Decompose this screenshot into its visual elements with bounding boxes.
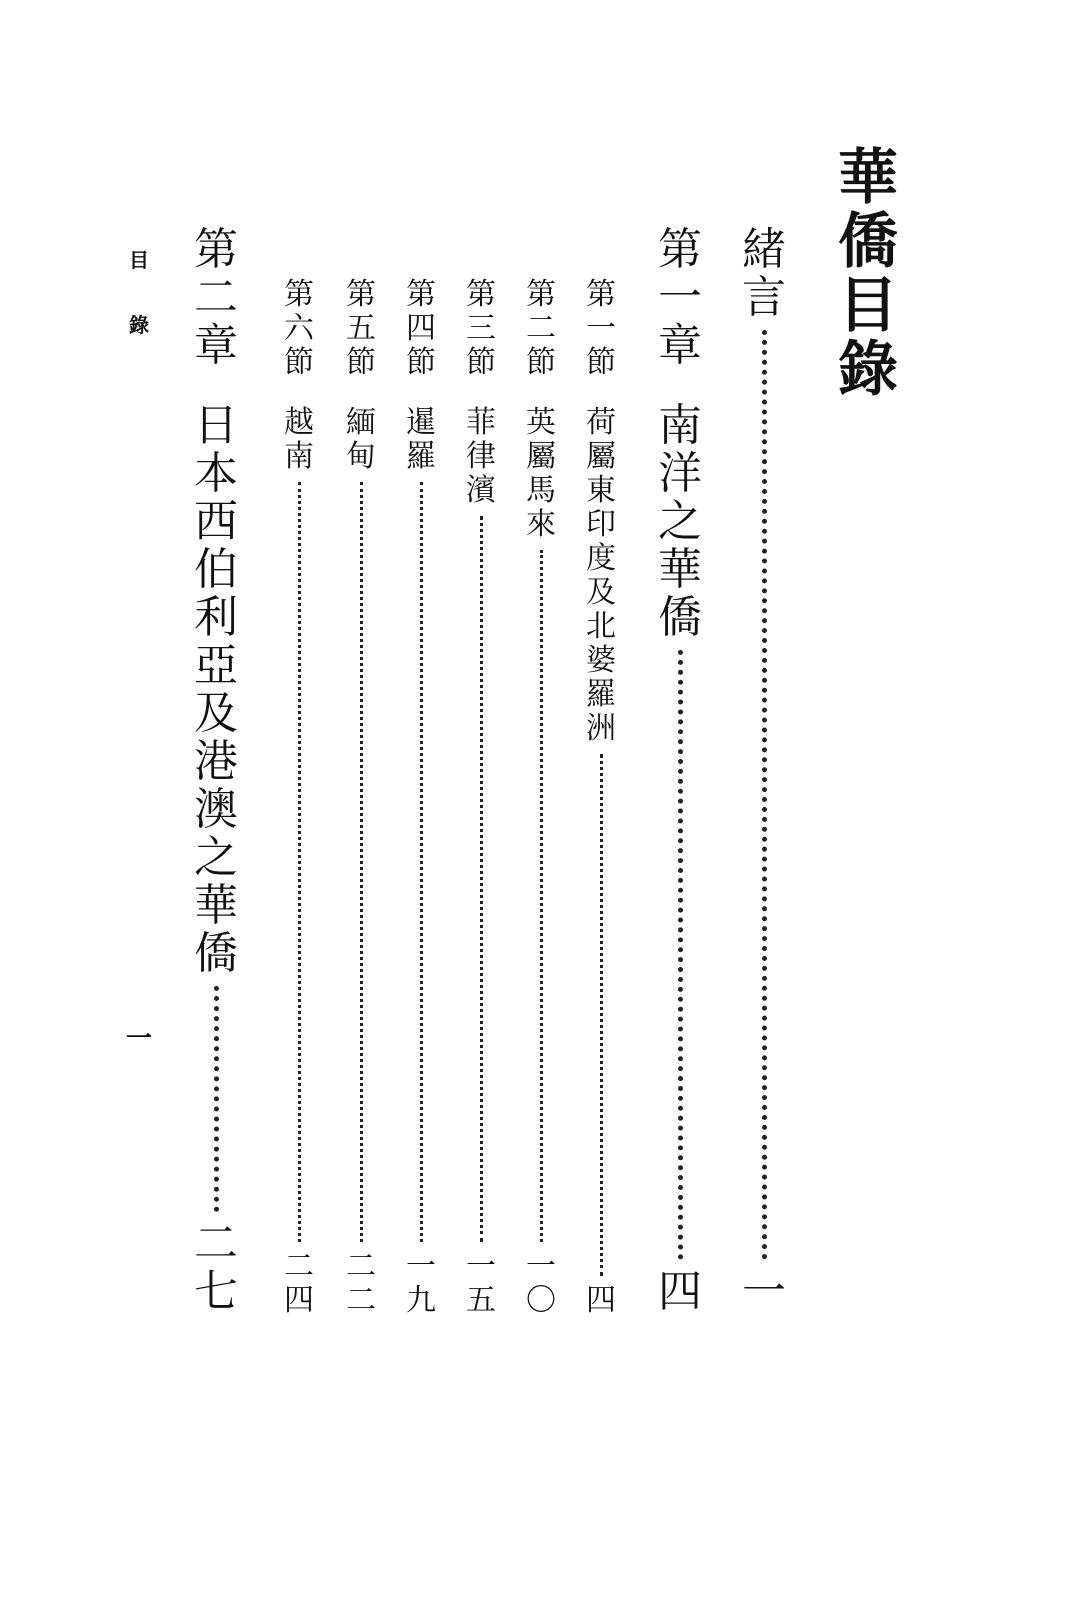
page-number: 一 〇 [526,1249,556,1318]
running-head: 目 錄 [129,248,149,337]
page-number: 四 [658,1266,702,1317]
toc-entry [188,226,244,1316]
entry-prefix: 第 三 節 [466,277,496,380]
toc-entry [338,278,384,1318]
toc-entry [736,226,792,1316]
toc-entry [518,278,564,1318]
entry-title: 南 洋 之 華 僑 [658,400,702,643]
entry-prefix: 第 一 章 [658,224,702,371]
page-number: 一 九 [406,1249,436,1318]
entry-title: 荷 屬 東 印 度 及 北 婆 羅 洲 [586,405,616,746]
entry-title: 越 南 [284,405,314,474]
entry-prefix: 第 一 節 [586,277,616,380]
entry-title: 緒 言 [742,224,786,323]
dot-leader [360,482,363,1242]
page-number: 一 [742,1266,786,1317]
page-number: 二 七 [194,1218,238,1317]
dot-leader [762,330,767,1260]
entry-prefix: 第 四 節 [406,277,436,380]
page-number: 四 [586,1283,616,1318]
toc-entry [276,278,322,1318]
dot-leader [540,550,543,1242]
page-number: 二 四 [284,1249,314,1318]
dot-leader [480,516,483,1242]
dot-leader [678,650,683,1260]
entry-title: 日 本 西 伯 利 亞 及 港 澳 之 華 僑 [194,400,238,979]
folio: 一 [126,1024,153,1054]
dot-leader [214,986,219,1212]
dot-leader [298,482,301,1242]
entry-title: 英 屬 馬 來 [526,405,556,542]
toc-entry [652,226,708,1316]
toc-entry [398,278,444,1318]
entry-prefix: 第 六 節 [284,277,314,380]
dot-leader [420,482,423,1242]
page-number: 二 二 [346,1249,376,1318]
entry-title: 緬 甸 [346,405,376,474]
page-number: 一 五 [466,1249,496,1318]
entry-prefix: 第 五 節 [346,277,376,380]
entry-title: 菲 律 濱 [466,405,496,508]
toc-entry [458,278,504,1318]
toc-entry [578,278,624,1318]
entry-title: 暹 羅 [406,405,436,474]
dot-leader [600,754,603,1276]
entry-prefix: 第 二 章 [194,224,238,371]
book-title: 華 僑 目 錄 [838,143,898,405]
entry-prefix: 第 二 節 [526,277,556,380]
